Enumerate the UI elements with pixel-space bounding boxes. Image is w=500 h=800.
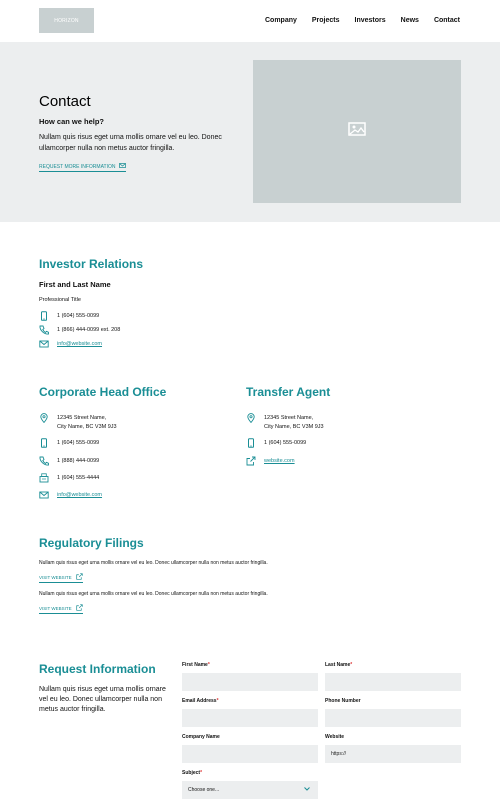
company-label-text: Company Name [182, 734, 220, 740]
ir-phone: 1 (866) 444-0099 ext. 208 [57, 327, 121, 333]
location-pin-icon [246, 413, 256, 423]
visit-website-label: VISIT WEBSITE [39, 605, 72, 611]
last-name-label-text: Last Name [325, 662, 351, 668]
head-office-title: Corporate Head Office [39, 385, 167, 399]
filings-title: Regulatory Filings [39, 536, 144, 550]
page-title: Contact [39, 93, 91, 110]
ta-address-line1: 12345 Street Name, [264, 415, 314, 421]
first-name-label-text: First Name [182, 662, 208, 668]
visit-website-label: VISIT WEBSITE [39, 574, 72, 580]
mobile-icon [39, 438, 49, 448]
ho-phone-row [39, 457, 99, 466]
company-field[interactable] [182, 745, 318, 763]
external-link-icon [76, 573, 83, 581]
ir-mobile: 1 (604) 555-0099 [57, 313, 100, 319]
nav-contact[interactable]: Contact [433, 17, 460, 24]
fax-icon [39, 473, 49, 483]
ta-address-row [246, 414, 324, 432]
phone-icon [39, 325, 49, 335]
mail-icon [39, 339, 49, 349]
subject-select[interactable] [182, 781, 318, 799]
hero-text: Nullam quis risus eget urna mollis ornare vel eu leo. Donec ullamcorper nulla non metus auctor fringilla. [39, 134, 222, 152]
filing-text-2: Nullam quis risus eget urna mollis ornare vel eu leo. Donec ullamcorper nulla non metus auctor fringilla. [39, 591, 268, 597]
website-label [325, 734, 344, 740]
hero-section [0, 42, 500, 222]
ta-mobile-row [246, 439, 306, 448]
hero-subtitle: How can we help? [39, 117, 105, 126]
main-nav [265, 17, 460, 24]
phone-label [325, 698, 361, 704]
website-label-text: Website [325, 734, 345, 740]
image-icon [348, 122, 366, 141]
ir-email-link[interactable]: info@website.com [57, 341, 103, 347]
mobile-icon [246, 438, 256, 448]
first-name-label: First Name* [182, 662, 210, 668]
subject-label: Subject* [182, 770, 203, 776]
visit-website-link-2[interactable] [39, 604, 83, 614]
ho-address [57, 414, 117, 432]
phone-icon [39, 456, 49, 466]
ho-phone: 1 (888) 444-0099 [57, 458, 100, 464]
investor-relations-title: Investor Relations [39, 257, 144, 271]
visit-website-link-1[interactable] [39, 573, 83, 583]
email-label: Email Address* [182, 698, 219, 704]
last-name-field[interactable] [325, 673, 461, 691]
request-info-link[interactable] [39, 163, 126, 172]
subject-label-text: Subject [182, 770, 201, 776]
nav-news[interactable]: News [400, 17, 419, 24]
ho-address-line2: City Name, BC V3M 9J3 [57, 424, 117, 430]
ir-mobile-row [39, 312, 99, 321]
mobile-icon [39, 311, 49, 321]
filing-text-1: Nullam quis risus eget urna mollis ornare vel eu leo. Donec ullamcorper nulla non metus auctor fringilla. [39, 560, 268, 566]
ta-website-row [246, 457, 295, 466]
contact-name: First and Last Name [39, 280, 111, 289]
ir-phone-row [39, 326, 120, 335]
company-label [182, 734, 220, 740]
external-link-icon [246, 456, 256, 466]
professional-title: Professional Title [39, 297, 81, 303]
nav-investors[interactable]: Investors [354, 17, 386, 24]
ho-email-row [39, 491, 102, 500]
external-link-icon [76, 604, 83, 612]
nav-company[interactable]: Company [264, 17, 297, 24]
ho-mobile: 1 (604) 555-0099 [57, 440, 100, 446]
ta-address-line2: City Name, BC V3M 9J3 [264, 424, 324, 430]
ho-email-link[interactable]: info@website.com [57, 492, 103, 498]
location-pin-icon [39, 413, 49, 423]
phone-field[interactable] [325, 709, 461, 727]
ho-address-line1: 12345 Street Name, [57, 415, 107, 421]
website-field[interactable] [325, 745, 461, 763]
transfer-agent-title: Transfer Agent [246, 385, 331, 399]
nav-projects[interactable]: Projects [311, 17, 340, 24]
ir-email-row [39, 340, 102, 349]
ho-address-row [39, 414, 117, 432]
phone-label-text: Phone Number [325, 698, 361, 704]
mail-icon [39, 490, 49, 500]
logo[interactable]: HORIZON [39, 8, 94, 33]
ho-fax-row [39, 474, 99, 483]
site-header [0, 0, 500, 42]
request-info-label: REQUEST MORE INFORMATION [39, 163, 116, 170]
ta-website-link[interactable]: website.com [264, 458, 295, 464]
ho-mobile-row [39, 439, 99, 448]
mail-icon [119, 163, 126, 170]
hero-image-placeholder [253, 60, 461, 203]
ho-fax: 1 (604) 555-4444 [57, 475, 100, 481]
email-label-text: Email Address [182, 698, 217, 704]
request-info-text: Nullam quis risus eget urna mollis ornare vel eu leo. Donec ullamcorper nulla non metus auctor fringilla. [39, 686, 166, 713]
first-name-field[interactable] [182, 673, 318, 691]
ta-mobile: 1 (604) 555-0099 [264, 440, 307, 446]
last-name-label: Last Name* [325, 662, 353, 668]
chevron-down-icon [304, 787, 310, 793]
ta-address [264, 414, 324, 432]
email-field[interactable] [182, 709, 318, 727]
request-info-title: Request Information [39, 662, 156, 676]
subject-select-value: Choose one... [188, 787, 220, 793]
